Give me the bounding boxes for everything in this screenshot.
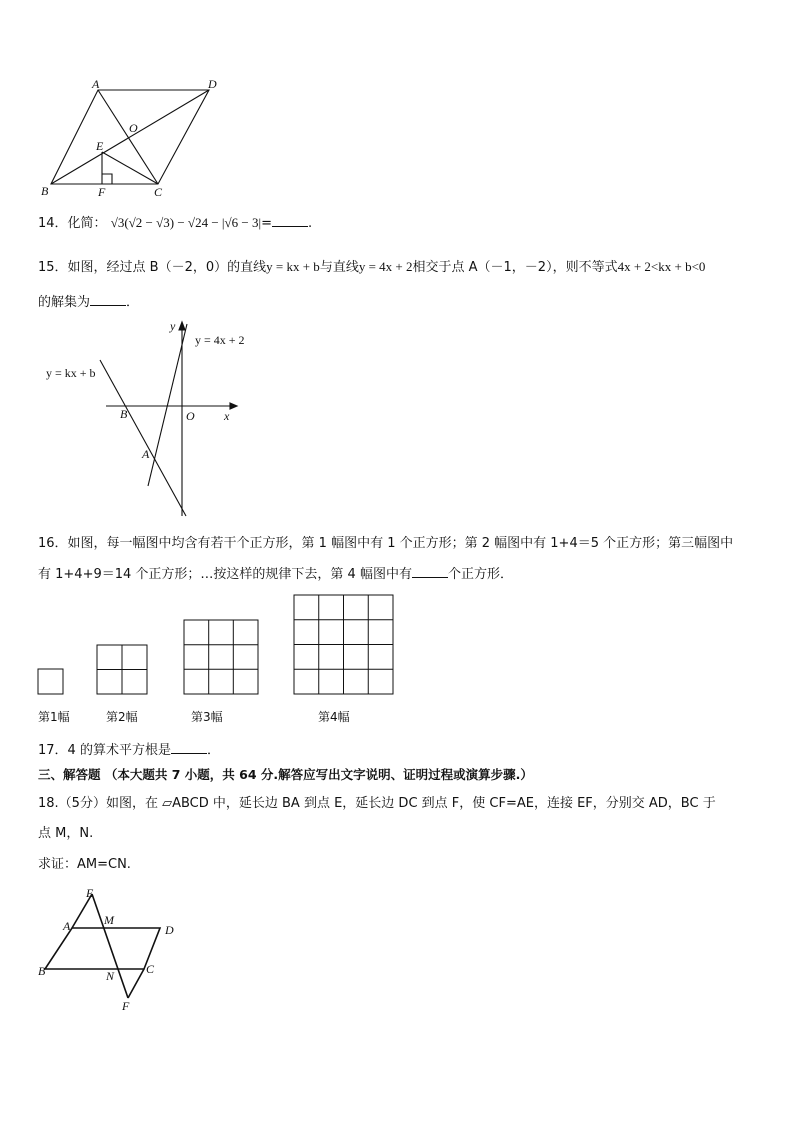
section-3-title: 三、解答题 [38, 767, 101, 782]
q15-text-c: 相交于点 A（－1，－2），则不等式 [412, 260, 618, 275]
q15-text-a: 15．如图，经过点 B（－2，0）的直线 [38, 260, 267, 275]
question-16-line2 [38, 563, 513, 582]
q15-end: ． [126, 295, 140, 310]
figure-q16-grids [30, 588, 410, 700]
section-3-heading [38, 765, 533, 783]
label-M: M [104, 913, 114, 927]
question-14 [38, 212, 312, 231]
q17-text: 17．4 的算术平方根是 [38, 743, 171, 758]
figure-parallelogram-abcd [30, 76, 260, 201]
grid-2 [97, 645, 147, 694]
label-B: B [38, 964, 46, 978]
q17-answer-blank[interactable] [171, 742, 207, 754]
label-A: A [142, 447, 150, 461]
q16-text-line2a: 有 1+4+9＝14 个正方形；…按这样的规律下去，第 4 幅图中有 [38, 567, 412, 582]
q17-end: ． [206, 743, 220, 758]
label-line-kxb: y = kx + b [46, 366, 96, 380]
q14-equals: = [261, 216, 272, 231]
grid-3 [184, 620, 258, 694]
q18-text-line1: 18.（5分）如图，在 ▱ABCD 中，延长边 BA 到点 E，延长边 DC 到点 F，使 CF=AE，连接 EF，分别交 AD，BC 于 [38, 796, 716, 811]
q15-answer-blank[interactable] [90, 294, 126, 306]
label-x-axis: x [224, 409, 230, 423]
label-A: A [63, 919, 71, 933]
label-line-4x2: y = 4x + 2 [195, 333, 245, 347]
question-15-line1 [38, 256, 705, 275]
q15-inequality: 4x + 2<kx + b<0 [617, 259, 706, 274]
label-y-axis: y [170, 319, 176, 333]
q15-text-b: 与直线 [319, 260, 359, 275]
label-C: C [146, 962, 155, 976]
q18-prove-text: 求证：AM=CN. [38, 857, 131, 872]
question-15-line2 [38, 291, 139, 310]
caption-fig-4: 第4幅 [318, 710, 350, 724]
label-E: E [86, 886, 94, 900]
label-C: C [154, 185, 163, 199]
q15-eq1: y = kx + b [266, 259, 320, 274]
caption-fig-3: 第3幅 [191, 710, 223, 724]
q16-answer-blank[interactable] [412, 566, 448, 578]
grid-4 [294, 595, 393, 694]
q15-text-line2: 的解集为 [38, 295, 91, 310]
section-3-note: （本大题共 7 小题，共 64 分.解答应写出文字说明、证明过程或演算步骤.） [104, 767, 533, 782]
q14-end: . [307, 216, 313, 231]
figure-q18-parallelogram [30, 882, 200, 1014]
question-18-prove [38, 853, 131, 872]
figure-q15-graph [40, 316, 270, 522]
q16-text-line1: 16．如图，每一幅图中均含有若干个正方形，第 1 幅图中有 1 个正方形；第 2 幅图中有 1+4＝5 个正方形；第三幅图中 [38, 536, 734, 551]
label-N: N [106, 969, 115, 983]
grid-1 [38, 669, 63, 694]
q14-number: 14． [38, 216, 68, 231]
label-D: D [208, 77, 217, 91]
label-D: D [165, 923, 174, 937]
question-18-line2 [38, 822, 93, 841]
label-E: E [96, 139, 104, 153]
q18-text-line2: 点 M，N. [38, 826, 94, 841]
question-16-line1 [38, 532, 733, 551]
q16-text-line2b: 个正方形． [447, 567, 513, 582]
caption-fig-2: 第2幅 [106, 710, 138, 724]
label-A: A [92, 77, 100, 91]
label-B: B [120, 407, 128, 421]
q14-expression: √3(√2 − √3) − √24 − |√6 − 3| [110, 215, 262, 230]
label-O: O [129, 121, 138, 135]
label-origin: O [186, 409, 195, 423]
label-F: F [98, 185, 106, 199]
question-17 [38, 739, 220, 758]
caption-fig-1: 第1幅 [38, 710, 70, 724]
label-B: B [41, 184, 49, 198]
q15-eq2: y = 4x + 2 [358, 259, 413, 274]
q14-text: 化简： [67, 216, 107, 231]
q14-answer-blank[interactable] [272, 215, 308, 227]
label-F: F [122, 999, 130, 1013]
question-18-line1 [38, 792, 716, 811]
